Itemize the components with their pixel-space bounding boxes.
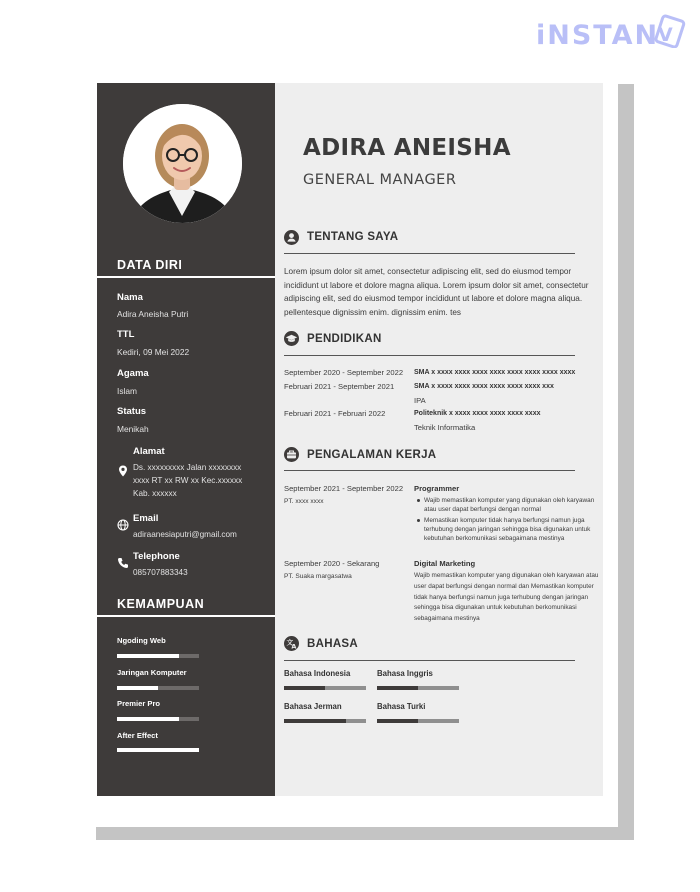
cv-main [275,83,603,796]
skill-name: Premier Pro [117,699,161,708]
cv-document [97,83,603,796]
religion-value: Islam [117,386,138,396]
phone-label: Telephone [133,551,180,562]
language-name: Bahasa Inggris [377,669,433,678]
svg-text:V: V [658,24,673,46]
education-heading: PENDIDIKAN [307,333,382,345]
address-label: Alamat [133,446,165,457]
skill-name: After Effect [117,731,158,740]
profile-photo [123,104,242,223]
job-duties [414,496,602,545]
job-company: PT. xxxx xxxx [284,498,324,505]
language-fill [284,686,325,690]
profile-name: ADIRA ANEISHA [303,135,511,161]
experience-divider [284,470,575,471]
skill-bar [117,654,199,658]
job-date: September 2020 - Sekarang [284,559,380,568]
education-major: IPA [414,396,426,405]
brand-logo [536,18,686,52]
about-heading: TENTANG SAYA [307,231,399,243]
graduation-cap-icon [284,331,299,346]
experience-heading: PENGALAMAN KERJA [307,449,437,461]
skill-name: Ngoding Web [117,636,166,645]
skill-fill [117,654,179,658]
languages-heading: BAHASA [307,638,358,650]
education-major: Teknik Informatika [414,423,476,432]
education-date: September 2020 - September 2022 [284,368,404,377]
briefcase-icon [284,447,299,462]
skill-bar [117,748,199,752]
job-role: Programmer [414,484,460,493]
address-value: Ds. xxxxxxxxx Jalan xxxxxxxx xxxx RT xx RW xx Kec.xxxxxx Kab. xxxxxx [133,463,243,498]
language-bar [284,719,366,723]
education-school: SMA x xxxx xxxx xxxx xxxx xxxx xxxx xxxx xxxx [414,369,576,376]
education-date: Februari 2021 - September 2021 [284,382,395,391]
skills-divider [97,615,275,617]
cv-logo-icon [652,14,686,48]
skill-name: Jaringan Komputer [117,668,187,677]
cv-sidebar [97,83,275,796]
job-description: Wajib memastikan komputer yang digunakan oleh karyawan atau user dapat berfungsi dengan normal dan Memastikan komputer tidak hanya berfungsi namun juga terhubung dengan jaringan sehingga bisa digunakan untuk kebutuhan berkomunikasi sebagaimana mestinya [414,572,599,623]
name-label: Nama [117,292,143,303]
job-date: September 2021 - September 2022 [284,484,404,493]
globe-icon [117,519,129,531]
job-company: PT. Suaka margasatwa [284,573,352,580]
personal-divider [97,276,275,278]
language-name: Bahasa Turki [377,702,426,711]
svg-text:A: A [291,642,297,651]
email-label: Email [133,513,159,524]
brand-logo-text: iNSTAN [536,20,660,51]
education-school: SMA x xxxx xxxx xxxx xxxx xxxx xxxx xxx [414,383,554,390]
language-fill [377,719,418,723]
phone-value[interactable]: 085707883343 [133,568,188,577]
name-value: Adira Aneisha Putri [117,309,189,319]
status-value: Menikah [117,424,149,434]
skill-bar [117,717,199,721]
language-bar [284,686,366,690]
education-school: Politeknik x xxxx xxxx xxxx xxxx xxxx [414,410,541,417]
svg-text:文: 文 [286,638,294,647]
birth-value: Kediri, 09 Mei 2022 [117,347,190,357]
skill-fill [117,717,179,721]
profile-title: GENERAL MANAGER [303,172,457,188]
job-duty: Wajib memastikan komputer yang digunakan oleh karyawan atau user dapat berfungsi dengan normal [414,496,602,514]
about-divider [284,253,575,254]
about-text: Lorem ipsum dolor sit amet, consectetur adipiscing elit, sed do eiusmod tempor incididunt ut labore et dolore magna aliqua. Lorem ipsum dolor sit amet, consectetur adipiscing elit, sed do eiusmod tempor incididunt ut labore et dolore magna aliqua. pellentesque dignissim enim. dignissim enim. tes [284,267,589,317]
language-fill [377,686,418,690]
job-duty: Memastikan komputer tidak hanya berfungsi namun juga terhubung dengan jaringan sehingga bisa digunakan untuk kebutuhan berkomunikasi sebagaimana mestinya [414,516,602,543]
user-icon [284,230,299,245]
birth-label: TTL [117,329,135,340]
language-bar [377,719,459,723]
language-fill [284,719,346,723]
skills-heading: KEMAMPUAN [117,597,205,611]
personal-heading: DATA DIRI [117,258,183,272]
skill-bar [117,686,199,690]
phone-icon [117,557,129,569]
language-name: Bahasa Jerman [284,702,342,711]
language-bar [377,686,459,690]
job-role: Digital Marketing [414,559,476,568]
email-value[interactable]: adiraanesiaputri@gmail.com [133,530,237,539]
education-divider [284,355,575,356]
education-date: Februari 2021 - Februari 2022 [284,409,386,418]
languages-divider [284,660,575,661]
skill-fill [117,748,199,752]
language-name: Bahasa Indonesia [284,669,351,678]
location-pin-icon [117,465,129,477]
translate-icon [284,636,299,651]
status-label: Status [117,406,147,417]
skill-fill [117,686,158,690]
religion-label: Agama [117,368,149,379]
